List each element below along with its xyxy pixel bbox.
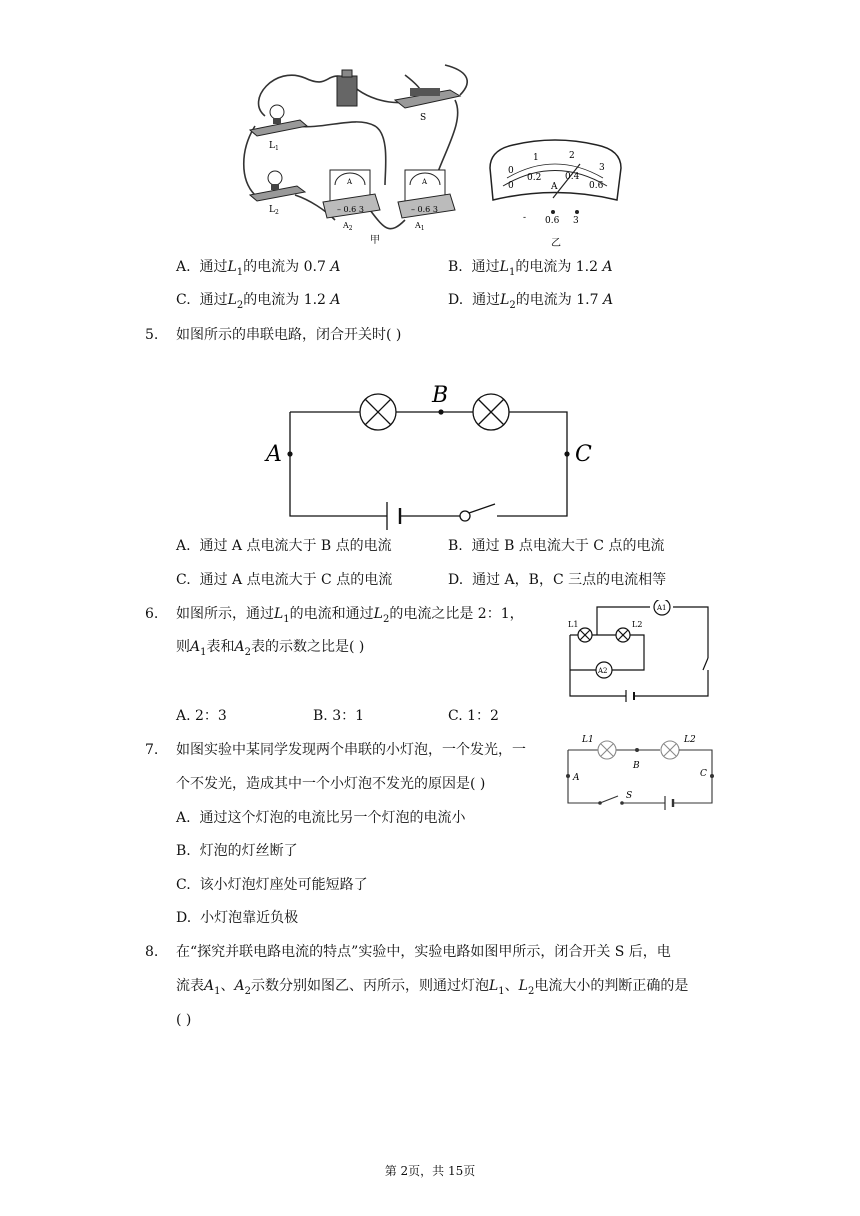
svg-text:A: A: [266, 442, 282, 467]
q7-option-b[interactable]: B. 灯泡的灯丝断了: [176, 843, 298, 859]
q7-option-d[interactable]: D. 小灯泡靠近负极: [176, 910, 299, 926]
svg-text:S: S: [420, 113, 427, 123]
q6-option-a[interactable]: A. 2：3: [176, 708, 227, 724]
q5-circuit-diagram: [255, 380, 605, 530]
q5-option-a[interactable]: A. 通过 A 点电流大于 B 点的电流: [176, 538, 392, 554]
q7-option-c[interactable]: C. 该小灯泡灯座处可能短路了: [176, 877, 368, 893]
q4-option-c[interactable]: C. 通过$L_2$的电流为 1.2 A: [176, 292, 341, 311]
q4-apparatus-figure: [235, 60, 630, 252]
q7-stem-line2: 个不发光，造成其中一个小灯泡不发光的原因是( ): [176, 776, 486, 792]
bulb-l2-icon: [250, 171, 305, 201]
svg-text:3: 3: [599, 163, 605, 173]
q6-option-b[interactable]: B. 3：1: [313, 708, 365, 724]
svg-text:C: C: [575, 442, 592, 467]
svg-text:0.4: 0.4: [565, 172, 580, 182]
svg-text:A2: $A_2$: [343, 221, 353, 232]
bulb-l1-icon: [250, 105, 307, 136]
svg-text:-: -: [523, 213, 527, 223]
svg-text:L2: $L_2$: [269, 205, 279, 216]
q6-number: 6.: [145, 606, 159, 622]
q8-stem-line2: 流表$A_1$、$A_2$示数分别如图乙、丙所示，则通过灯泡$L_1$、$L_2$电流大小的判断正确的是: [176, 978, 689, 997]
svg-text:0.6: 0.6: [589, 181, 604, 191]
point-c-dot: [564, 451, 569, 456]
point-b-dot: [438, 409, 443, 414]
svg-text:A2: A2: [598, 667, 608, 675]
svg-text:A1: $A_1$: [415, 221, 425, 232]
q6-option-c[interactable]: C. 1：2: [448, 708, 499, 724]
q5-number: 5.: [145, 327, 159, 343]
svg-text:0.2: 0.2: [527, 173, 542, 183]
q5-stem: 如图所示的串联电路，闭合开关时( ): [176, 327, 402, 343]
svg-text:– 0.6 3: – 0.6 3: [337, 205, 364, 214]
battery-icon: [337, 70, 357, 106]
q7-stem-line1: 如图实验中某同学发现两个串联的小灯泡，一个发光，一: [176, 742, 526, 758]
svg-text:L2: L2: [632, 620, 643, 629]
svg-text:L1: $L_1$: [269, 141, 279, 152]
q5-option-b[interactable]: B. 通过 B 点电流大于 C 点的电流: [448, 538, 665, 554]
q5-option-c[interactable]: C. 通过 A 点电流大于 C 点的电流: [176, 572, 393, 588]
svg-text:1: 1: [533, 153, 539, 163]
svg-text:A1: A1: [657, 604, 667, 612]
svg-text:0.6: 0.6: [545, 216, 560, 226]
svg-text:B: B: [633, 761, 640, 771]
svg-text:C: C: [700, 769, 707, 779]
q4-option-a[interactable]: A. 通过$L_1$的电流为 0.7 A: [176, 259, 341, 278]
svg-text:0: 0: [508, 181, 514, 191]
svg-text:L1: L1: [568, 620, 579, 629]
svg-text:3: 3: [573, 216, 579, 226]
svg-text:L1: L1: [582, 735, 594, 745]
q4-label-yi: 乙: [551, 238, 561, 249]
svg-text:B: B: [432, 383, 449, 408]
svg-text:0: 0: [508, 166, 514, 176]
svg-text:A: A: [573, 773, 580, 783]
svg-text:A: A: [347, 178, 353, 186]
svg-text:S: S: [626, 791, 633, 801]
q8-number: 8.: [145, 944, 159, 960]
switch-s-icon: [395, 88, 460, 108]
q6-circuit-diagram: [560, 600, 715, 702]
q6-stem-line1: 如图所示，通过$L_1$的电流和通过$L_2$的电流之比是 2：1，: [176, 606, 524, 625]
point-a-dot: [287, 451, 292, 456]
q4-option-d[interactable]: D. 通过$L_2$的电流为 1.7 A: [448, 292, 614, 311]
q4-label-jia: 甲: [370, 235, 380, 246]
q8-stem-line3: ( ): [176, 1012, 192, 1028]
q7-number: 7.: [145, 742, 159, 758]
q5-option-d[interactable]: D. 通过 A，B，C 三点的电流相等: [448, 572, 667, 588]
q4-option-b[interactable]: B. 通过$L_1$的电流为 1.2 A: [448, 259, 613, 278]
svg-text:– 0.6 3: – 0.6 3: [411, 205, 438, 214]
page-footer: 第 2页，共 15页: [384, 1164, 476, 1178]
q7-circuit-diagram: [560, 728, 720, 820]
q7-option-a[interactable]: A. 通过这个灯泡的电流比另一个灯泡的电流小: [176, 810, 466, 826]
svg-text:L2: L2: [684, 735, 696, 745]
q8-stem-line1: 在“探究并联电路电流的特点”实验中，实验电路如图甲所示，闭合开关 S 后，电: [176, 944, 671, 960]
svg-text:A: A: [422, 178, 428, 186]
svg-text:A: A: [551, 182, 558, 192]
svg-text:2: 2: [569, 151, 575, 161]
q6-stem-line2: 则$A_1$表和$A_2$表的示数之比是( ): [176, 639, 365, 658]
